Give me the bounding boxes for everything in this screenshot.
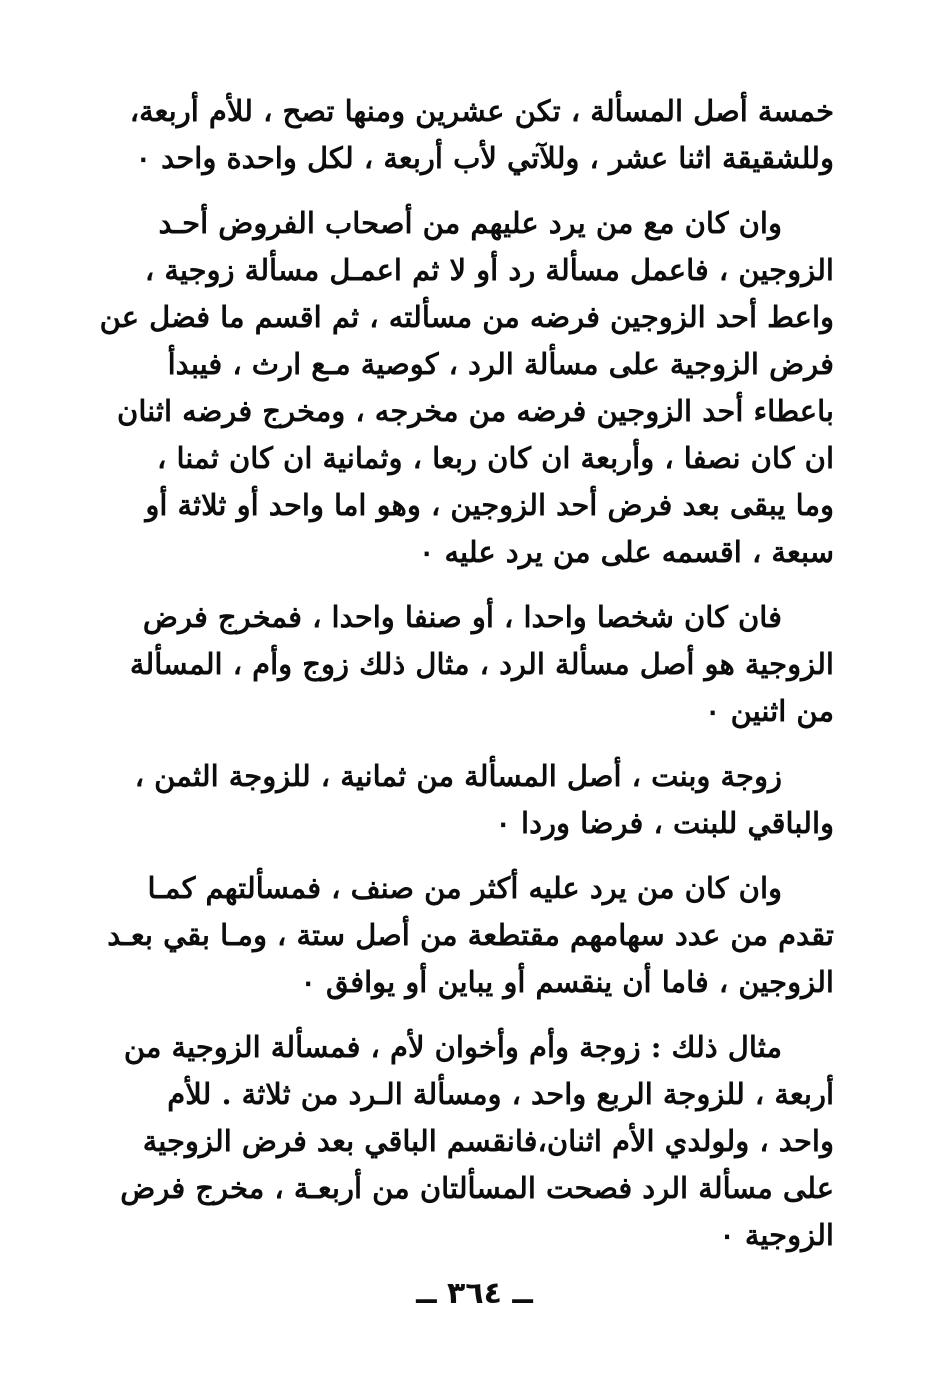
paragraph-3: فان كان شخصا واحدا ، أو صنفا واحدا ، فمخرج فرض الزوجية هو أصل مسألة الرد ، مثال ذلك زوج وأم ، المسألة من اثنين ٠ — [129, 600, 834, 728]
paragraph-5: وان كان من يرد عليه أكثر من صنف ، فمسألتهم كمـا تقدم من عدد سهامهم مقتطعة من أصل ستة ، ومـا بقي بعـد الزوجين ، فاما أن ينقسم أو يباين أو يوافق ٠ — [107, 871, 834, 999]
paragraph-6: مثال ذلك : زوجة وأم وأخوان لأم ، فمسألة الزوجية من أربعة ، للزوجة الربع واحد ، ومسألة الـرد من ثلاثة . للأم واحد ، ولولدي الأم اثنان،فانقسم الباقي بعد فرض الزوجية على مسألة الرد فصحت المسألتان من أربعـة ، مخرج فرض الزوجية ٠ — [120, 1030, 834, 1252]
page-body-text — [72, 88, 834, 1277]
paragraph-2: وان كان مع من يرد عليهم من أصحاب الفروض أحـد الزوجين ، فاعمل مسألة رد أو لا ثم اعمـل مسألة زوجية ، واعط أحد الزوجين فرضه من مسألته ، ثم اقسم ما فضل عن فرض الزوجية على مسألة الرد ، كوصية مـع ارث ، فيبدأ باعطاء أحد الزوجين فرضه من مخرجه ، ومخرج فرضه اثنان ان كان نصفا ، وأربعة ان كان ربعا ، وثمانية ان كان ثمنا ، وما يبقى بعد فرض أحد الزوجين ، وهو اما واحد أو ثلاثة أو سبعة ، اقسمه على من يرد عليه ٠ — [99, 206, 834, 569]
paragraph-1: خمسة أصل المسألة ، تكن عشرين ومنها تصح ، للأم أربعة، وللشقيقة اثنا عشر ، وللآتي لأب أربعة ، لكل واحدة واحد ٠ — [129, 94, 834, 175]
paragraph-4: زوجة وبنت ، أصل المسألة من ثمانية ، للزوجة الثمن ، والباقي للبنت ، فرضا وردا ٠ — [134, 759, 834, 840]
page-number: ــ ٣٦٤ ــ — [416, 1276, 533, 1311]
